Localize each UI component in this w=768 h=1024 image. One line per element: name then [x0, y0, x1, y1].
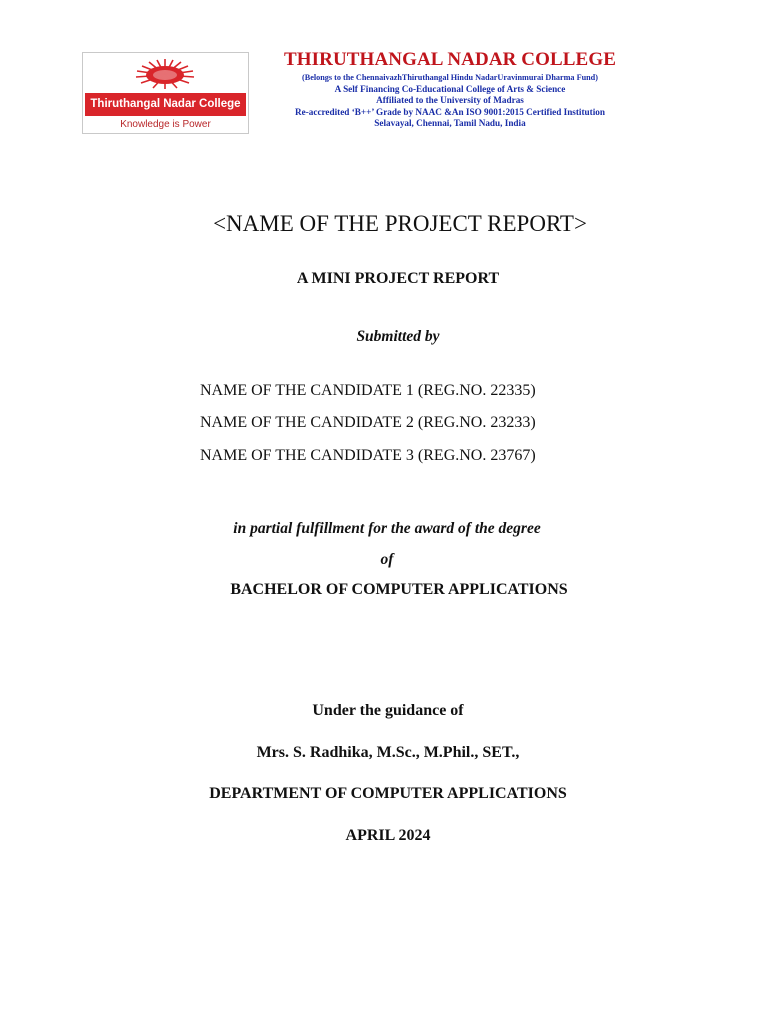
header-line-trust: (Belongs to the ChennaivazhThiruthangal Hindu NadarUravinmurai Dharma Fund)	[302, 73, 598, 82]
report-subtitle: A MINI PROJECT REPORT	[296, 270, 500, 287]
candidate-1: NAME OF THE CANDIDATE 1 (REG.NO. 22335)	[200, 382, 536, 399]
header-line-type: A Self Financing Co-Educational College of Arts & Science	[334, 83, 566, 94]
of-text: of	[380, 551, 394, 568]
sun-emblem-icon	[131, 57, 199, 91]
college-header	[268, 48, 632, 130]
logo-motto: Knowledge is Power	[120, 119, 211, 130]
guide-name: Mrs. S. Radhika, M.Sc., M.Phil., SET.,	[256, 744, 520, 761]
header-line-affiliation: Affiliated to the University of Madras	[376, 95, 524, 106]
candidate-2: NAME OF THE CANDIDATE 2 (REG.NO. 23233)	[200, 414, 536, 431]
logo-band: Thiruthangal Nadar College	[85, 93, 246, 116]
college-logo	[82, 52, 249, 134]
submission-date: APRIL 2024	[345, 827, 431, 844]
submitted-by-label: Submitted by	[356, 328, 440, 345]
candidate-3: NAME OF THE CANDIDATE 3 (REG.NO. 23767)	[200, 447, 536, 464]
header-line-address: Selavayal, Chennai, Tamil Nadu, India	[374, 118, 526, 129]
report-title: <NAME OF THE PROJECT REPORT>	[213, 211, 587, 236]
degree-name: BACHELOR OF COMPUTER APPLICATIONS	[230, 581, 568, 598]
department-name: DEPARTMENT OF COMPUTER APPLICATIONS	[209, 785, 567, 802]
partial-fulfillment-text: in partial fulfillment for the award of the degree	[233, 520, 541, 537]
guidance-label: Under the guidance of	[312, 702, 464, 719]
college-name: THIRUTHANGAL NADAR COLLEGE	[284, 49, 616, 70]
header-line-accreditation: Re-accredited ‘B++’ Grade by NAAC &An ISO 9001:2015 Certified Institution	[295, 106, 605, 117]
